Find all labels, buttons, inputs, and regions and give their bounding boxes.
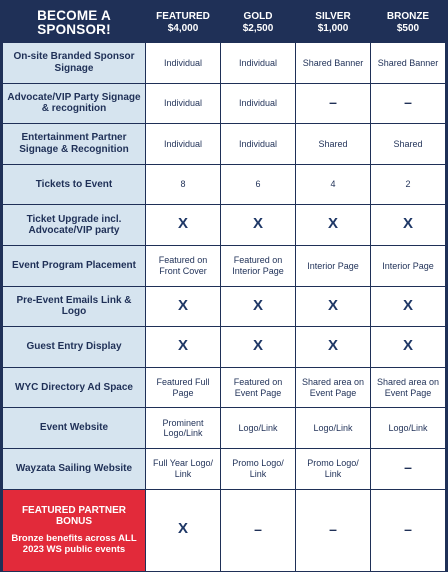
benefit-cell-gold (221, 367, 296, 408)
benefit-label: Tickets to Event (3, 164, 146, 205)
bonus-value: X (177, 520, 188, 538)
benefit-label: Event Program Placement (3, 245, 146, 286)
table-row (3, 164, 446, 205)
benefit-cell-bronze (371, 408, 446, 449)
benefit-cell-silver (296, 367, 371, 408)
table-row (3, 448, 446, 489)
benefit-cell-bronze (371, 164, 446, 205)
benefit-cell-featured (146, 408, 221, 449)
table-row (3, 327, 446, 368)
table-title: BECOME A SPONSOR! (3, 3, 146, 43)
benefit-value: X (402, 337, 413, 355)
tier-name: SILVER (315, 10, 351, 22)
benefit-value: Logo/Link (313, 422, 353, 433)
benefit-value: X (402, 296, 413, 314)
benefit-label: Advocate/VIP Party Signage & recognition (3, 83, 146, 124)
benefit-value: Individual (163, 138, 203, 149)
benefit-value: Featured on Interior Page (232, 255, 284, 276)
benefit-value: Full Year Logo/ Link (152, 458, 214, 479)
benefit-cell-silver (296, 43, 371, 84)
benefit-cell-bronze (371, 245, 446, 286)
benefit-value: – (329, 94, 337, 111)
table-row (3, 43, 446, 84)
benefit-value: Individual (163, 57, 203, 68)
benefit-value: X (327, 215, 338, 233)
benefit-cell-featured (146, 205, 221, 246)
table-row (3, 286, 446, 327)
tier-silver-header (296, 3, 371, 43)
benefit-value: Individual (238, 57, 278, 68)
benefit-label: Pre-Event Emails Link & Logo (3, 286, 146, 327)
benefit-value: Interior Page (307, 260, 359, 271)
benefit-value: Shared area on Event Page (301, 377, 365, 398)
benefit-value: Individual (238, 98, 278, 109)
benefit-cell-bronze (371, 448, 446, 489)
benefit-value: – (404, 459, 412, 476)
benefit-value: X (177, 215, 188, 233)
benefit-cell-featured (146, 124, 221, 165)
benefit-cell-featured (146, 83, 221, 124)
bonus-title: FEATURED PARTNER BONUS (21, 505, 127, 528)
benefit-value: X (402, 215, 413, 233)
benefit-cell-silver (296, 448, 371, 489)
benefit-cell-silver (296, 164, 371, 205)
benefit-cell-gold (221, 124, 296, 165)
tier-price: $4,000 (167, 22, 199, 34)
benefit-cell-bronze (371, 327, 446, 368)
benefit-value: Logo/Link (238, 422, 278, 433)
tier-gold-header (221, 3, 296, 43)
tier-price: $500 (396, 22, 420, 34)
tier-name: BRONZE (386, 10, 430, 22)
benefit-cell-silver (296, 408, 371, 449)
tier-price: $1,000 (317, 22, 349, 34)
benefit-value: Shared (393, 138, 423, 149)
benefit-cell-bronze (371, 286, 446, 327)
benefit-cell-featured (146, 245, 221, 286)
benefit-cell-gold (221, 327, 296, 368)
tier-name: GOLD (243, 10, 273, 22)
benefit-value: Individual (163, 98, 203, 109)
benefit-cell-silver (296, 245, 371, 286)
tier-name: FEATURED (156, 10, 210, 22)
benefit-cell-featured (146, 367, 221, 408)
table-row (3, 245, 446, 286)
benefit-cell-silver (296, 286, 371, 327)
table-row (3, 205, 446, 246)
benefit-value: X (252, 337, 263, 355)
bonus-cell-silver (296, 489, 371, 571)
benefit-value: X (327, 296, 338, 314)
benefit-label: Entertainment Partner Signage & Recognition (3, 124, 146, 165)
benefit-value: X (327, 337, 338, 355)
benefit-cell-bronze (371, 205, 446, 246)
benefit-label: Ticket Upgrade incl. Advocate/VIP party (3, 205, 146, 246)
benefit-cell-silver (296, 124, 371, 165)
benefit-label: Guest Entry Display (3, 327, 146, 368)
table-row (3, 367, 446, 408)
sponsorship-table (2, 2, 446, 572)
benefit-value: Promo Logo/ Link (232, 458, 284, 479)
benefit-cell-bronze (371, 124, 446, 165)
benefit-value: X (177, 337, 188, 355)
bonus-value: – (404, 520, 412, 537)
benefit-cell-gold (221, 43, 296, 84)
benefit-value: X (177, 296, 188, 314)
benefit-label: Wayzata Sailing Website (3, 448, 146, 489)
benefit-cell-gold (221, 83, 296, 124)
benefit-value: Promo Logo/ Link (307, 458, 359, 479)
benefit-rows (3, 43, 446, 490)
benefit-value: Shared (318, 138, 348, 149)
benefit-value: X (252, 215, 263, 233)
header-row (3, 3, 446, 43)
table-row (3, 83, 446, 124)
bonus-label-cell (3, 489, 146, 571)
benefit-cell-featured (146, 448, 221, 489)
benefit-cell-gold (221, 205, 296, 246)
featured-partner-bonus-row (3, 489, 446, 571)
benefit-cell-gold (221, 286, 296, 327)
tier-bronze-header (371, 3, 446, 43)
benefit-value: Logo/Link (388, 422, 428, 433)
benefit-label: WYC Directory Ad Space (3, 367, 146, 408)
benefit-cell-gold (221, 245, 296, 286)
benefit-cell-gold (221, 408, 296, 449)
benefit-value: Shared Banner (302, 57, 364, 68)
benefit-label: Event Website (3, 408, 146, 449)
benefit-cell-featured (146, 286, 221, 327)
benefit-value: Featured on Front Cover (158, 255, 208, 276)
bonus-description: Bronze benefits across ALL 2023 WS public events (11, 533, 137, 556)
bonus-cell-featured (146, 489, 221, 571)
benefit-value: X (252, 296, 263, 314)
benefit-value: Interior Page (382, 260, 434, 271)
benefit-value: Shared Banner (377, 57, 439, 68)
benefit-value: Featured Full Page (156, 377, 210, 398)
benefit-value: 6 (255, 179, 261, 190)
benefit-cell-bronze (371, 43, 446, 84)
bonus-cell-gold (221, 489, 296, 571)
benefit-value: 8 (180, 179, 186, 190)
benefit-cell-featured (146, 164, 221, 205)
benefit-cell-gold (221, 164, 296, 205)
benefit-cell-featured (146, 327, 221, 368)
benefit-cell-silver (296, 327, 371, 368)
benefit-cell-silver (296, 83, 371, 124)
bonus-cell-bronze (371, 489, 446, 571)
tier-featured-header (146, 3, 221, 43)
benefit-value: Individual (238, 138, 278, 149)
benefit-cell-featured (146, 43, 221, 84)
benefit-value: Prominent Logo/Link (162, 417, 204, 439)
benefit-value: – (404, 94, 412, 111)
benefit-value: Featured on Event Page (233, 377, 283, 398)
benefit-value: 2 (405, 179, 411, 190)
benefit-label: On-site Branded Sponsor Signage (3, 43, 146, 84)
benefit-cell-bronze (371, 367, 446, 408)
benefit-cell-bronze (371, 83, 446, 124)
benefit-value: Shared area on Event Page (376, 377, 440, 398)
bonus-value: – (254, 520, 262, 537)
benefit-value: 4 (330, 179, 336, 190)
table-row (3, 124, 446, 165)
tier-price: $2,500 (242, 22, 274, 34)
benefit-cell-silver (296, 205, 371, 246)
table-row (3, 408, 446, 449)
bonus-value: – (329, 520, 337, 537)
benefit-cell-gold (221, 448, 296, 489)
